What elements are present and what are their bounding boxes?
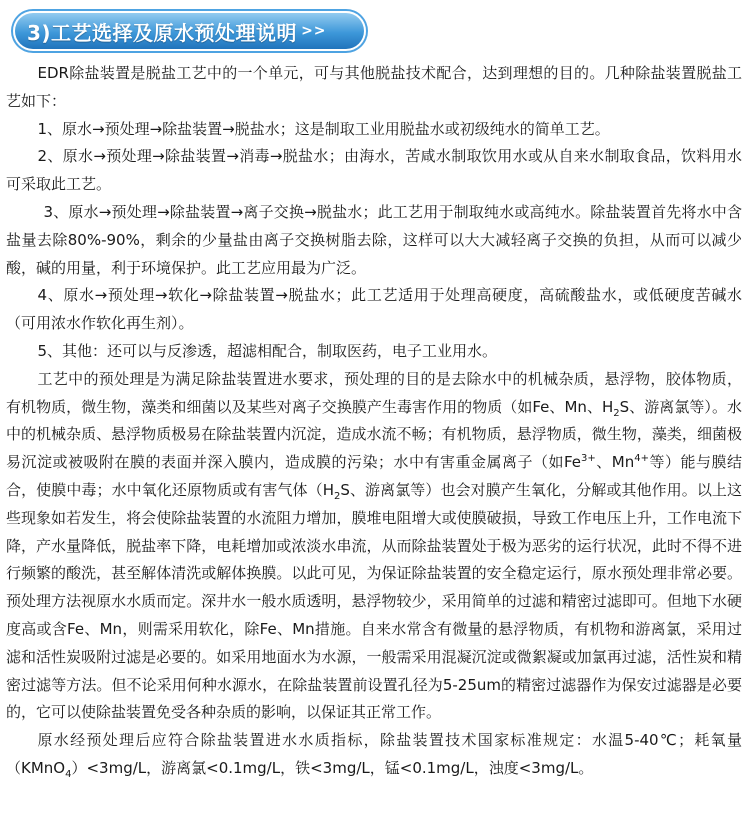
pretreat-text-3: 、Mn — [595, 453, 635, 472]
process-item-3: 3、原水→预处理→除盐装置→离子交换→脱盐水；此工艺用于制取纯水或高纯水。除盐装置首先将水中含盐量去除80%-90%，剩余的少量盐由离子交换树脂去除，这样可以大大减轻离子交换的负担，从而可以减少酸，碱的用量，利于环境保护。此工艺应用最为广泛。 — [6, 202, 742, 277]
superscript: 4+ — [634, 453, 649, 465]
pretreat-text-1: 工艺中的预处理是为满足除盐装置进水要求，预处理的目的是去除水中的机械杂质，悬浮物，胶体物质，有机物质，微生物，藻类和细菌以及某些对离子交换膜产生毒害作用的物质（如Fe、Mn、H — [6, 369, 742, 416]
pretreatment-paragraph — [6, 366, 742, 727]
standard-text-1: 原水经预处理后应符合除盐装置进水水质指标，除盐装置技术国家标准规定：水温5-40℃；耗氧量（KMnO — [6, 731, 742, 777]
double-chevron-icon: >> — [301, 23, 327, 39]
intro-paragraph: EDR除盐装置是脱盐工艺中的一个单元，可与其他脱盐技术配合，达到理想的目的。几种除盐装置脱盐工艺如下： — [6, 64, 742, 110]
process-item-5: 5、其他：还可以与反渗透，超滤相配合，制取医药，电子工业用水。 — [37, 341, 498, 360]
process-item-2: 2、原水→预处理→除盐装置→消毒→脱盐水；由海水，苦咸水制取饮用水或从自来水制取食品，饮料用水可采取此工艺。 — [6, 147, 742, 194]
subscript: 2 — [613, 407, 620, 419]
pretreat-text-4: 等）能与膜结合，使膜中毒；水中氧化还原物质或有害气体（H — [6, 453, 742, 499]
process-item-4: 4、原水→预处理→软化→除盐装置→脱盐水；此工艺适用于处理高硬度，高硫酸盐水，或低硬度苦碱水（可用浓水作软化再生剂）。 — [6, 286, 742, 333]
process-item-1: 1、原水→预处理→除盐装置→脱盐水；这是制取工业用脱盐水或初级纯水的简单工艺。 — [37, 119, 610, 138]
standard-paragraph — [6, 727, 742, 783]
section-banner — [13, 11, 366, 51]
subscript: 4 — [65, 768, 72, 780]
standard-text-2: ）<3mg/L，游离氯<0.1mg/L，铁<3mg/L，锰<0.1mg/L，浊度<3mg/L。 — [71, 758, 594, 777]
superscript: 3+ — [581, 453, 596, 465]
pretreat-text-2: S、游离氯等）。水中的机械杂质、悬浮物质极易在除盐装置内沉淀，造成水流不畅；有机物质，悬浮物质，微生物，藻类，细菌极易沉淀或被吸附在膜的表面并深入膜内，造成膜的污染；水中有害重金属离子（如Fe — [6, 397, 742, 472]
subscript: 2 — [333, 490, 341, 502]
pretreat-text-5: S、游离氯等）也会对膜产生氧化，分解或其他作用。以上这些现象如若发生，将会使除盐装置的水流阻力增加，膜堆电阻增大或使膜破损，导致工作电压上升，工作电流下降，产水量降低，脱盐率下降，电耗增加或浓淡水串流，从而除盐装置处于极为恶劣的运行状况，此时不得不进行频繁的酸洗，甚至解体清洗或解体换膜。以此可见，为保证除盐装置的安全稳定运行，原水预处理非常必要。预处理方法视原水水质而定。深井水一般水质透明，悬浮物较少，采用简单的过滤和精密过滤即可。但地下水硬度高或含Fe、Mn，则需采用软化，除Fe、Mn措施。自来水常含有微量的悬浮物质，有机物和游离氯，采用过滤和活性炭吸附过滤是必要的。如采用地面水为水源，一般需采用混凝沉淀或微絮凝或加氯再过滤，活性炭和精密过滤等方法。但不论采用何种水源水，在除盐装置前设置孔径为5-25um的精密过滤器作为保安过滤器是必要的，它可以使除盐装置免受各种杂质的影响，以保证其正常工作。 — [6, 480, 742, 722]
section-title: 3)工艺选择及原水预处理说明 — [27, 20, 298, 45]
document-body — [6, 60, 742, 783]
